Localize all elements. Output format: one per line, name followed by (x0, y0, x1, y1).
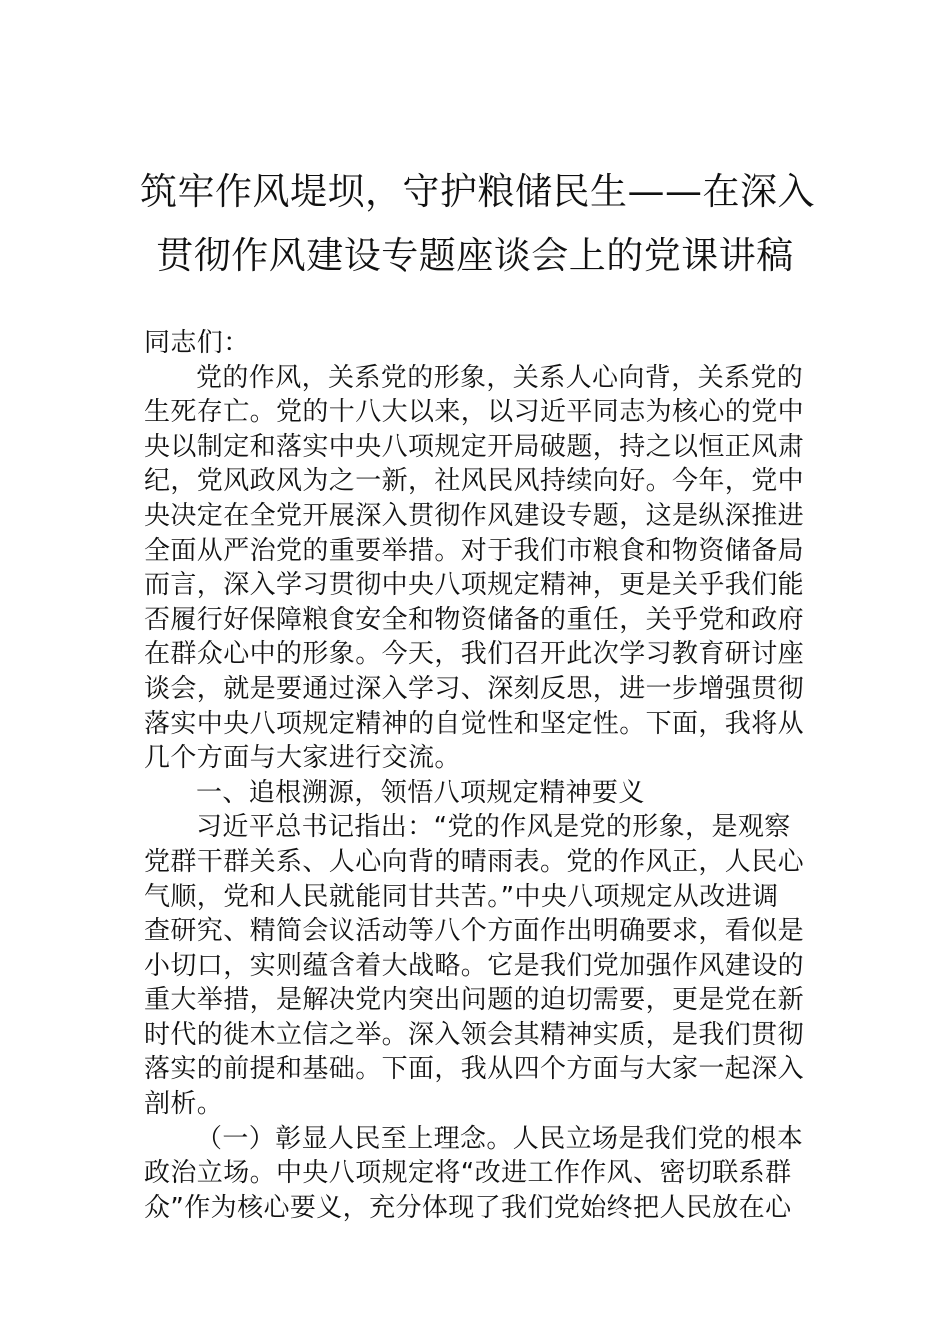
text-line: 全面从严治党的重要举措。对于我们市粮食和物资储备局 (144, 535, 805, 566)
text-line: 气顺，党和人民就能同甘共苦。”中央八项规定从改进调 (144, 881, 779, 912)
text-line: （一）彰显人民至上理念。人民立场是我们党的根本 (196, 1123, 804, 1154)
text-line: 而言，深入学习贯彻中央八项规定精神，更是关乎我们能 (144, 570, 805, 601)
text-line: 剖析。 (144, 1089, 224, 1120)
title-line-1: 筑牢作风堤坝，守护粮储民生——在深入 (140, 170, 815, 213)
text-line: 查研究、精简会议活动等八个方面作出明确要求，看似是 (144, 916, 805, 947)
title-line-2: 贯彻作风建设专题座谈会上的党课讲稿 (156, 234, 794, 277)
text-line: 纪，党风政风为之一新，社风民风持续向好。今年，党中 (144, 466, 805, 497)
text-line: 谈会，就是要通过深入学习、深刻反思，进一步增强贯彻 (144, 673, 805, 704)
text-line: 同志们： (144, 328, 250, 358)
text-line: 时代的徙木立信之举。深入领会其精神实质，是我们贯彻 (144, 1019, 805, 1050)
text-line: 重大举措，是解决党内突出问题的迫切需要，更是党在新 (144, 985, 805, 1016)
text-line: 生死存亡。党的十八大以来，以习近平同志为核心的党中 (144, 397, 805, 428)
text-line: 否履行好保障粮食安全和物资储备的重任，关乎党和政府 (144, 604, 805, 635)
text-line: 几个方面与大家进行交流。 (144, 743, 461, 774)
text-line: 众”作为核心要义，充分体现了我们党始终把人民放在心 (144, 1192, 792, 1223)
text-line: 小切口，实则蕴含着大战略。它是我们党加强作风建设的 (144, 950, 805, 981)
text-line: 央决定在全党开展深入贯彻作风建设专题，这是纵深推进 (144, 500, 805, 531)
text-line: 党群干群关系、人心向背的晴雨表。党的作风正，人民心 (144, 846, 805, 877)
text-line: 一、追根溯源，领悟八项规定精神要义 (196, 777, 645, 808)
text-line: 党的作风，关系党的形象，关系人心向背，关系党的 (196, 362, 804, 393)
document-title (140, 160, 815, 288)
text-line: 落实中央八项规定精神的自觉性和坚定性。下面，我将从 (144, 708, 805, 739)
text-line: 在群众心中的形象。今天，我们召开此次学习教育研讨座 (144, 639, 805, 670)
text-line: 落实的前提和基础。下面，我从四个方面与大家一起深入 (144, 1054, 805, 1085)
text-line: 央以制定和落实中央八项规定开局破题，持之以恒正风肃 (144, 431, 805, 462)
text-line: 政治立场。中央八项规定将“改进工作作风、密切联系群 (144, 1158, 792, 1189)
text-line: 习近平总书记指出：“党的作风是党的形象，是观察 (196, 812, 791, 843)
document-body (144, 326, 808, 1225)
